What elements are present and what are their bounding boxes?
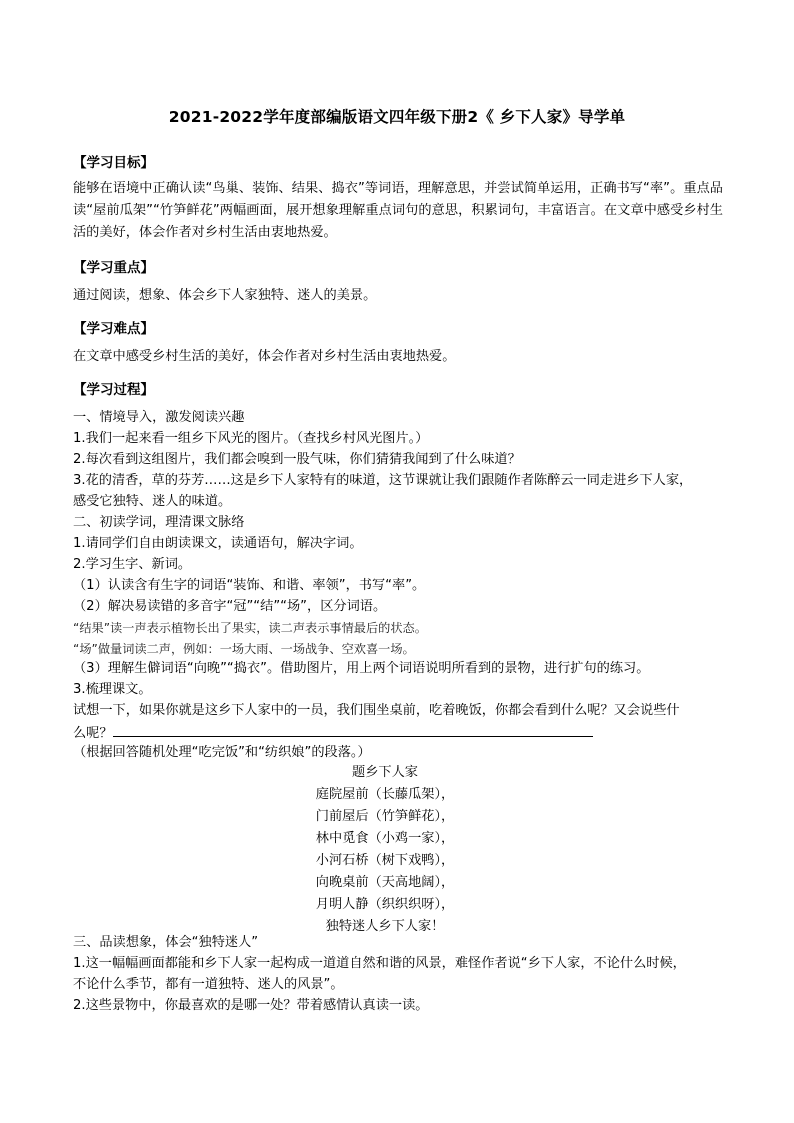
poem-line: 林中觅食（小鸡一家），: [315, 831, 455, 846]
part3-heading: 三、品读想象，体会“独特迷人”: [73, 935, 259, 950]
learning-goal-text: 能够在语境中正确认读“鸟巢、装饰、结果、捣衣”等词语，理解意思，并尝试简单运用，正确书写“率”。重点品读“屋前瓜架”“竹笋鲜花”两幅画面，展开想象理解重点词句的意思，积累词句，丰富语言。在文章中感受乡村生活的美好，体会作者对乡村生活由衷地热爱。: [73, 181, 723, 240]
learning-focus-heading: 【学习重点】: [73, 260, 154, 276]
part2-item2d: “场”做量词读二声，例如：一场大雨、一场战争、空欢喜一场。: [73, 642, 415, 656]
part2-item3-note: （根据回答随机处理“吃完饭”和“纺织娘”的段落。）: [73, 745, 371, 760]
part3-item1-line1: 1.这一幅幅画面都能和乡下人家一起构成一道道自然和谐的风景，难怪作者说“乡下人家，不论什么时候，: [73, 956, 686, 971]
part2-item3-question-line1: 试想一下，如果你就是这乡下人家中的一员，我们围坐桌前，吃着晚饭，你都会看到什么呢？又会说些什: [73, 703, 680, 718]
learning-process-heading: 【学习过程】: [73, 382, 154, 398]
part2-item2: 2.学习生字、新词。: [73, 557, 192, 572]
part2-item3-question-line2: [73, 722, 593, 744]
answer-blank[interactable]: [113, 722, 593, 737]
part1-item2: 2.每次看到这组图片，我们都会嗅到一股气味，你们猜猜我闻到了什么味道？: [73, 452, 521, 467]
part1-item3-line2: 感受它独特、迷人的味道。: [73, 494, 232, 509]
part2-item2b: （2）解决易读错的多音字“冠”“结”“场”，区分词语。: [73, 599, 387, 614]
part3-item1-line2: 不论什么季节，都有一道独特、迷人的风景”。: [73, 977, 344, 992]
part1-item3-line1: 3.花的清香，草的芬芳……这是乡下人家特有的味道，这节课就让我们跟随作者陈醉云一同走进乡下人家，: [73, 473, 693, 488]
learning-focus-text: 通过阅读，想象、体会乡下人家独特、迷人的美景。: [73, 288, 377, 303]
poem-title: 题乡下人家: [352, 765, 418, 780]
poem: [300, 762, 470, 938]
learning-difficulty-text: 在文章中感受乡村生活的美好，体会作者对乡村生活由衷地热爱。: [73, 349, 456, 364]
part1-item1: 1.我们一起来看一组乡下风光的图片。（查找乡村风光图片。）: [73, 431, 429, 446]
part2-item3: 3.梳理课文。: [73, 682, 152, 697]
part1-heading: 一、情境导入，激发阅读兴趣: [73, 410, 245, 425]
learning-difficulty-heading: 【学习难点】: [73, 321, 154, 337]
page-title: 2021-2022学年度部编版语文四年级下册2《 乡下人家》导学单: [168, 108, 626, 126]
poem-line: 月明人静（织织织呀），: [315, 897, 455, 912]
poem-line: 小河石桥（树下戏鸭），: [315, 853, 455, 868]
part2-heading: 二、初读学词，理清课文脉络: [73, 515, 245, 530]
part2-item1: 1.请同学们自由朗读课文，读通语句，解决字词。: [73, 536, 363, 551]
part3-item2: 2.这些景物中，你最喜欢的是哪一处？带着感情认真读一读。: [73, 998, 429, 1013]
poem-line: 庭院屋前（长藤瓜架），: [315, 787, 455, 802]
learning-goal-heading: 【学习目标】: [73, 155, 154, 171]
poem-line: 独特迷人乡下人家！: [325, 919, 445, 934]
part2-item2c: “结果”读一声表示植物长出了果实，读二声表示事情最后的状态。: [73, 621, 427, 635]
poem-line: 门前屋后（竹笋鲜花），: [315, 809, 455, 824]
part2-item2e: （3）理解生僻词语“向晚”“捣衣”。借助图片，用上两个词语说明所看到的景物，进行扩句的练习。: [73, 661, 650, 676]
poem-line: 向晚桌前（天高地阔），: [315, 875, 455, 890]
question-text: 么呢？: [73, 726, 113, 741]
part2-item2a: （1）认读含有生字的词语“装饰、和谐、率领”，书写“率”。: [73, 578, 426, 593]
